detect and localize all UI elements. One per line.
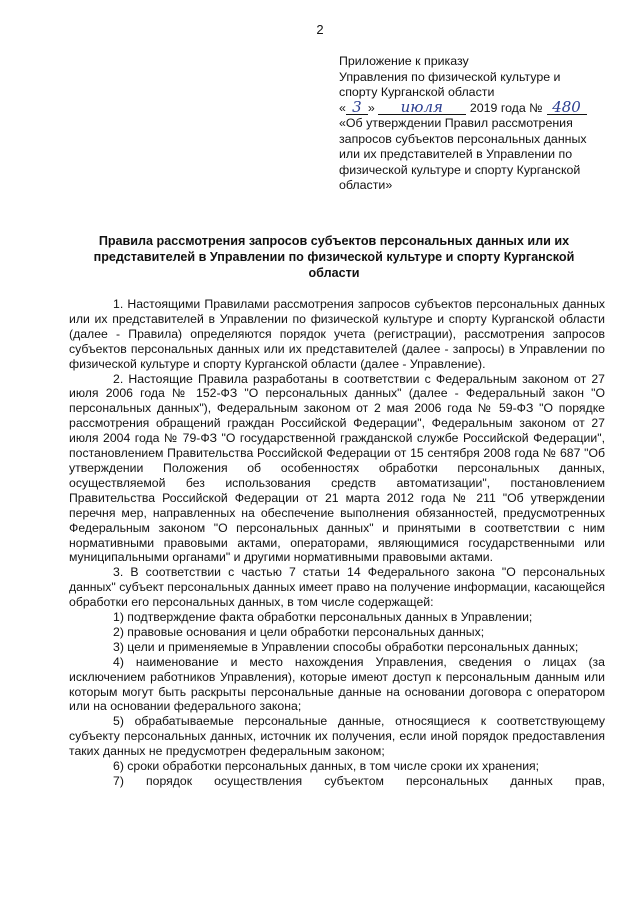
list-item-5: 5) обрабатываемые персональные данные, относящиеся к соответствующему субъекту персональных данных, источник их получения, если иной порядок предоставления таких данных не предусмотрен федеральным законом; xyxy=(69,714,605,759)
list-item-3: 3) цели и применяемые в Управлении способы обработки персональных данных; xyxy=(113,639,579,654)
document-title: Правила рассмотрения запросов субъектов персональных данных или их представителей в Управлении по физической культуре и спорту Курганской области xyxy=(93,234,575,280)
paragraph-1: 1. Настоящими Правилами рассмотрения запросов субъектов персональных данных или их представителей в Управлении по физической культуре и спорту Курганской области (далее - Правила) определяются порядок учета (регистрации), рассмотрения запросов субъектов персональных данных или их представителей (далее - запросы) в Управлении по физической культуре и спорту Курганской области (далее - Управление). xyxy=(69,297,605,371)
appendix-header xyxy=(339,54,607,194)
list-item-7: 7) порядок осуществления субъектом персональных данных прав, xyxy=(113,774,605,788)
paragraph-3: 3. В соответствии с частью 7 статьи 14 Федерального закона "О персональных данных" субъект персональных данных имеет право на получение информации, касающейся обработки его персональных данных, в том числе содержащей: xyxy=(69,565,605,610)
page-number: 2 xyxy=(316,22,324,37)
list-item-6: 6) сроки обработки персональных данных, в том числе сроки их хранения; xyxy=(113,759,540,774)
order-date-line xyxy=(339,97,607,117)
appendix-line-1: Приложение к приказу xyxy=(339,54,469,68)
date-year-text: 2019 года № xyxy=(469,100,543,115)
list-item-4: 4) наименование и место нахождения Управления, сведения о лицах (за исключением работников Управления), которые имеют доступ к персональным данным или которым могут быть раскрыты персональные данные на основании договора с оператором или на основании федерального закона; xyxy=(69,654,605,714)
date-month-handwritten: июля xyxy=(378,101,466,115)
appendix-subject: «Об утверждении Правил рассмотрения запросов субъектов персональных данных или их представителей в Управлении по физической культуре и спорту Курганской области» xyxy=(339,116,587,192)
appendix-line-2: Управления по физической культуре и xyxy=(339,69,561,84)
list-item-2: 2) правовые основания и цели обработки персональных данных; xyxy=(113,624,485,639)
appendix-line-3: спорту Курганской области xyxy=(339,85,495,99)
document-body xyxy=(69,297,605,789)
date-day-handwritten: 3 xyxy=(346,101,368,115)
date-close-quote: » xyxy=(367,100,375,115)
order-number-handwritten: 480 xyxy=(547,101,587,115)
list-item-1: 1) подтверждение факта обработки персональных данных в Управлении; xyxy=(113,610,533,625)
paragraph-2: 2. Настоящие Правила разработаны в соответствии с Федеральным законом от 27 июля 2006 года № 152-ФЗ "О персональных данных" (далее - Федеральный закон "О персональных данных"), Федеральным законом от 2 мая 2006 года № 59-ФЗ "О порядке рассмотрения обращений граждан Российской Федерации", Федеральным законом от 27 июля 2004 года № 79-ФЗ "О государственной гражданской службе Российской Федерации", постановлением Правительства Российской Федерации от 15 сентября 2008 года № 687 "Об утверждении Положения об особенностях обработки персональных данных, осуществляемой без использования средств автоматизации", постановлением Правительства Российской Федерации от 21 марта 2012 года № 211 "Об утверждении перечня мер, направленных на обеспечение выполнения обязанностей, предусмотренных Федеральным законом "О персональных данных" и принятыми в соответствии с ним нормативными правовыми актами, операторами, являющимися государственными или муниципальными органами" и другими нормативными правовыми актами. xyxy=(69,371,605,565)
date-open-quote: « xyxy=(339,100,346,115)
